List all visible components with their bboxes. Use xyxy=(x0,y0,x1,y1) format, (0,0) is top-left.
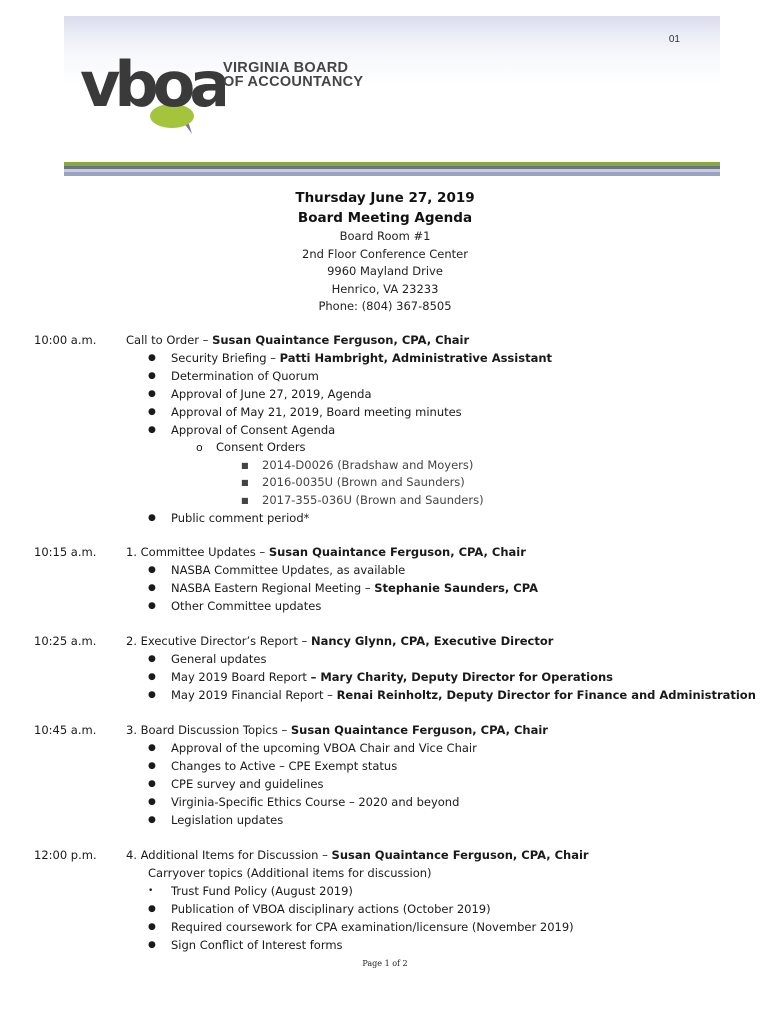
list-item: ● May 2019 Financial Report – Renai Reinholtz, Deputy Director for Finance and Administration xyxy=(148,688,756,702)
agenda-item-executive-director-report xyxy=(0,632,770,721)
agenda-heading: 2. Executive Director’s Report – Nancy Glynn, CPA, Executive Director xyxy=(126,634,554,648)
vboa-logo xyxy=(80,46,400,136)
org-name-line2: OF ACCOUNTANCY xyxy=(223,74,364,90)
list-item: ● Approval of the upcoming VBOA Chair and Vice Chair xyxy=(148,741,477,755)
agenda-item-board-discussion xyxy=(0,721,770,846)
list-item: ● Approval of June 27, 2019, Agenda xyxy=(148,387,372,401)
agenda-bullets xyxy=(126,561,770,615)
meeting-street: 9960 Mayland Drive xyxy=(327,264,443,279)
agenda-bullets xyxy=(126,349,770,439)
consent-orders xyxy=(126,439,770,457)
consent-order: ■ 2016-0035U (Brown and Saunders) xyxy=(241,475,465,489)
agenda-header xyxy=(0,188,770,316)
agenda-presenter: Susan Quaintance Ferguson, CPA, Chair xyxy=(331,848,589,862)
list-item: ● Approval of Consent Agenda xyxy=(148,423,336,437)
list-item: ● NASBA Eastern Regional Meeting – Stephanie Saunders, CPA xyxy=(148,581,538,595)
list-item: ● Required coursework for CPA examination/licensure (November 2019) xyxy=(148,920,574,934)
vboa-logo-graphic xyxy=(80,46,225,136)
meeting-city: Henrico, VA 23233 xyxy=(331,281,439,296)
list-item: ● Legislation updates xyxy=(148,813,284,827)
list-item: • Trust Fund Policy (August 2019) xyxy=(148,884,353,898)
agenda-note: Carryover topics (Additional items for discussion) xyxy=(148,866,432,880)
agenda-time: 10:15 a.m. xyxy=(34,545,97,559)
agenda-bullets xyxy=(126,650,770,704)
list-item: ● Changes to Active – CPE Exempt status xyxy=(148,759,398,773)
list-item: ● May 2019 Board Report – Mary Charity, Deputy Director for Operations xyxy=(148,670,613,684)
list-item: ● Publication of VBOA disciplinary actions (October 2019) xyxy=(148,902,491,916)
letterhead xyxy=(64,16,720,176)
letterhead-stripes xyxy=(64,162,720,176)
meeting-date: Thursday June 27, 2019 xyxy=(295,190,475,206)
list-item: ● Virginia-Specific Ethics Course – 2020 and beyond xyxy=(148,795,460,809)
agenda-time: 10:25 a.m. xyxy=(34,634,97,648)
agenda-item-committee-updates xyxy=(0,543,770,632)
agenda-heading: Call to Order – Susan Quaintance Ferguson, CPA, Chair xyxy=(126,333,470,347)
list-item: ● General updates xyxy=(148,652,267,666)
consent-order-list xyxy=(126,457,770,510)
agenda-time: 12:00 p.m. xyxy=(34,848,97,862)
list-item: ● NASBA Committee Updates, as available xyxy=(148,563,406,577)
agenda-heading: 3. Board Discussion Topics – Susan Quaintance Ferguson, CPA, Chair xyxy=(126,723,548,737)
list-item: ● Other Committee updates xyxy=(148,599,322,613)
consent-orders-label: o Consent Orders xyxy=(196,440,306,454)
meeting-phone: Phone: (804) 367-8505 xyxy=(318,299,452,314)
agenda-time: 10:45 a.m. xyxy=(34,723,97,737)
agenda-time: 10:00 a.m. xyxy=(34,333,97,347)
agenda-list xyxy=(0,331,770,954)
agenda-title: Board Meeting Agenda xyxy=(297,210,473,226)
agenda-heading: 4. Additional Items for Discussion – Susan Quaintance Ferguson, CPA, Chair xyxy=(126,848,589,862)
consent-order: ■ 2014-D0026 (Bradshaw and Moyers) xyxy=(241,457,474,472)
page-footer: Page 1 of 2 xyxy=(362,959,408,968)
agenda-bullets xyxy=(126,739,770,829)
agenda-presenter: Susan Quaintance Ferguson, CPA, Chair xyxy=(290,723,548,737)
list-item: ● Approval of May 21, 2019, Board meeting minutes xyxy=(148,405,462,419)
org-name-line1: VIRGINIA BOARD xyxy=(223,60,349,76)
vboa-logo-wordmark: vboa xyxy=(80,48,225,121)
agenda-presenter: Susan Quaintance Ferguson, CPA, Chair xyxy=(212,333,470,347)
page-code: 01 xyxy=(668,34,680,45)
agenda-heading: 1. Committee Updates – Susan Quaintance Ferguson, CPA, Chair xyxy=(126,545,526,559)
agenda-presenter: Nancy Glynn, CPA, Executive Director xyxy=(310,634,554,648)
agenda-item-additional-items xyxy=(0,846,770,954)
list-item: ● CPE survey and guidelines xyxy=(148,777,324,791)
agenda-bullets xyxy=(126,882,770,954)
list-item: ● Public comment period* xyxy=(148,511,310,525)
agenda-item-call-to-order xyxy=(0,331,770,543)
list-item: ● Determination of Quorum xyxy=(148,369,319,383)
list-item: ● Security Briefing – Patti Hambright, Administrative Assistant xyxy=(148,351,553,365)
meeting-venue: 2nd Floor Conference Center xyxy=(302,246,468,261)
list-item: ● Sign Conflict of Interest forms xyxy=(148,938,343,952)
meeting-room: Board Room #1 xyxy=(339,229,431,243)
consent-order: ■ 2017-355-036U (Brown and Saunders) xyxy=(241,492,484,507)
agenda-presenter: Susan Quaintance Ferguson, CPA, Chair xyxy=(268,545,526,559)
